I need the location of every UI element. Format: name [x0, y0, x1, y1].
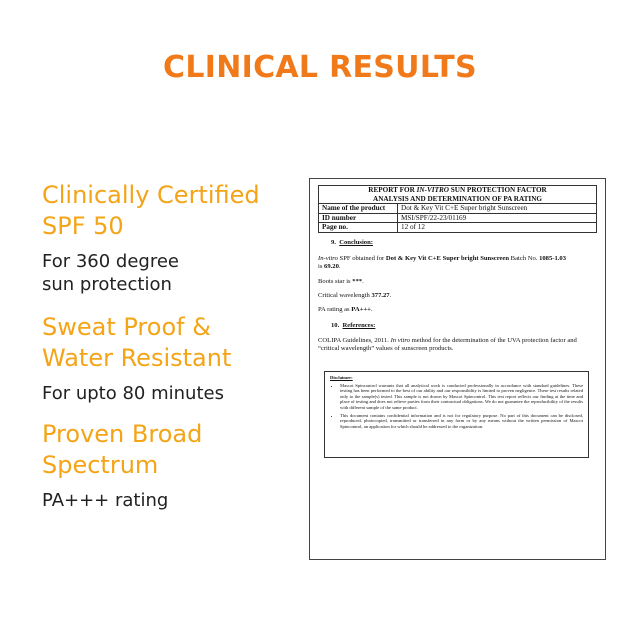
critical-wavelength: Critical wavelength 377.27. — [318, 292, 392, 299]
references-heading: 10. References: — [331, 322, 376, 329]
boots-star: Boots star is ***. — [318, 278, 364, 285]
references-text: COLIPA Guidelines, 2011. In vitro method for the determination of the UVA protection factor and “critical wavelength” values of sunscreen products. — [318, 337, 577, 352]
claim-description: For upto 80 minutes — [42, 383, 224, 404]
spf-result: In-vitro SPF obtained for Dot & Key Vit C+E Super bright Sunscreen Batch No. 1085-1.03 is 69.20. — [318, 255, 567, 270]
table-row: Page no. 12 of 12 — [319, 223, 597, 233]
claim-title: Proven Broad Spectrum — [42, 420, 203, 479]
claim-description: For 360 degree sun protection — [42, 251, 180, 295]
test-report-page — [309, 178, 606, 560]
table-row: ID number MSI/SPF/22-23/01169 — [319, 213, 597, 223]
pa-rating: PA rating as PA+++. — [318, 306, 373, 313]
claim-description: PA+++ rating — [42, 490, 169, 511]
claim-broad-spectrum — [42, 419, 292, 512]
disclaimer-item: • This document contains confidential information and is not for regulatory purpose. No part of this document can be disclosed, reproduced, photocopied, transmitted or transferred in any form or by any means without the written permission of Mascot Spincontrol, an application for which should be addressed to the organization. — [340, 413, 583, 430]
table-row: Name of the product Dot & Key Vit C+E Super bright Sunscreen — [319, 204, 597, 214]
report-header-table — [318, 185, 597, 233]
page-title: CLINICAL RESULTS — [163, 50, 477, 85]
report-header: REPORT FOR IN-VITRO SUN PROTECTION FACTOR ANALYSIS AND DETERMINATION OF PA RATING — [319, 186, 597, 204]
claim-title: Sweat Proof & Water Resistant — [42, 313, 232, 372]
disclaimer-item: • Mascot Spincontrol warrants that all analytical work is conducted professionally in accordance with standard guidelines. These testing has been performed to the best of our ability and our responsibility is limited to proven negligence. These test results related only to the sample(s) tested. This sample is not drawn by Mascot Spincontrol. This test report reflects our finding at the time and place of testing and does not relieve parties from their contractual obligations. We do not guarantee the reproducibility of the results with different sample of the same product. — [340, 383, 583, 411]
claim-spf — [42, 180, 292, 296]
claim-sweat-proof — [42, 312, 292, 405]
conclusion-heading: 9. Conclusion: — [331, 239, 373, 246]
claims-list — [42, 180, 292, 526]
claim-title: Clinically Certified SPF 50 — [42, 181, 260, 240]
disclaimer-box: Disclaimer: • Mascot Spincontrol warrants that all analytical work is conducted professionally in accordance with standard guidelines. These testing has been performed to the best of our ability and our responsibility is limited to proven negligence. These test results related only to the sample(s) tested. This sample is not drawn by Mascot Spincontrol. This test report reflects our finding at the time and place of testing and does not relieve parties from their contractual obligations. We do not guarantee the reproducibility of the results with different sample of the same product. • This document contains confidential information and is not for regulatory purpose. No part of this document can be disclosed, reproduced, photocopied, transmitted or transferred in any form or by any means without the written permission of Mascot Spincontrol, an application for which should be addressed to the organization. — [324, 371, 589, 458]
